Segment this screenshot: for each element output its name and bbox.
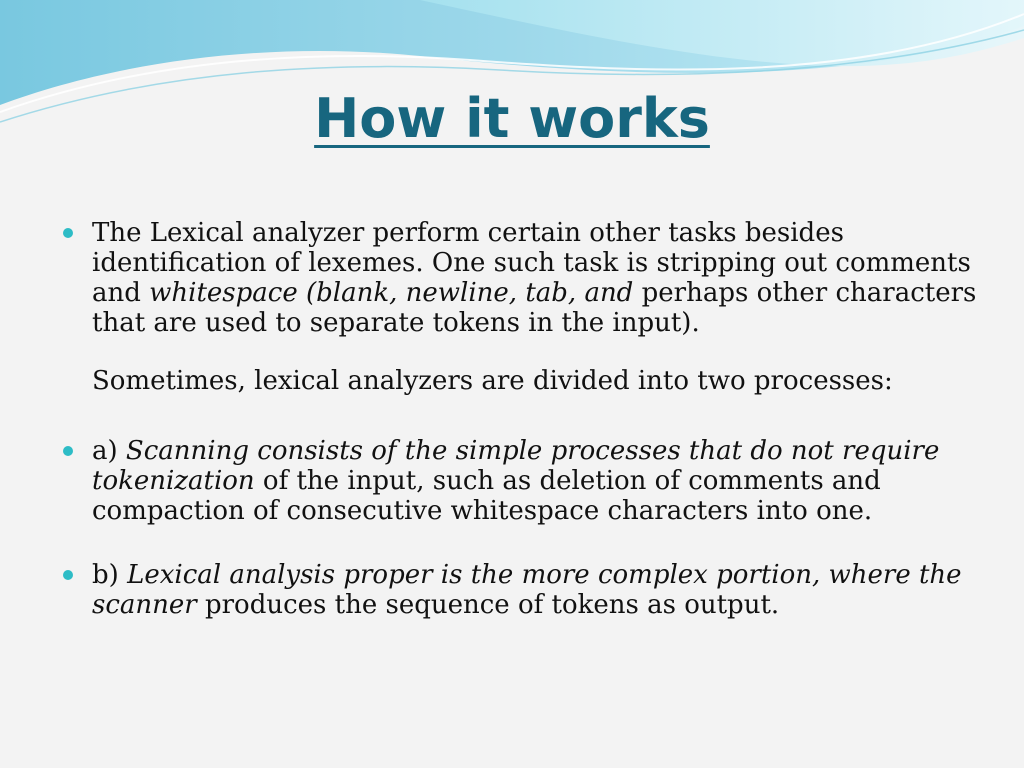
slide-title-text: How it works	[314, 87, 710, 150]
bullet-item-1	[60, 218, 980, 338]
bullet-text	[92, 436, 980, 526]
paragraph-item	[60, 366, 980, 396]
bullet-text	[92, 560, 980, 620]
italic-text-run: whitespace (blank, newline, tab, and	[149, 278, 634, 308]
text-run: perhaps other characters that are used to separate tokens in the input).	[92, 278, 977, 338]
text-run: produces the sequence of tokens as output.	[196, 590, 780, 620]
slide-body	[60, 218, 980, 654]
bullet-text	[92, 218, 980, 338]
text-run: b)	[92, 560, 128, 590]
text-run: of the input, such as deletion of comments and compaction of consecutive whitespace characters into one.	[92, 466, 881, 526]
bullet-item-2	[60, 436, 980, 526]
italic-text-run: Lexical analysis proper is the more complex portion, where the scanner	[92, 560, 962, 620]
bullet-dot-icon	[63, 570, 73, 580]
slide-title	[0, 84, 1024, 154]
paragraph-text	[92, 366, 980, 396]
text-run: a)	[92, 436, 126, 466]
text-run: Sometimes, lexical analyzers are divided into two processes:	[92, 366, 893, 396]
bullet-item-3	[60, 560, 980, 620]
italic-text-run: Scanning consists of the simple processes that do not require tokenization	[92, 436, 940, 496]
bullet-dot-icon	[63, 228, 73, 238]
bullet-dot-icon	[63, 446, 73, 456]
text-run: The Lexical analyzer perform certain other tasks besides identification of lexemes. One such task is stripping out comments and	[92, 218, 971, 308]
